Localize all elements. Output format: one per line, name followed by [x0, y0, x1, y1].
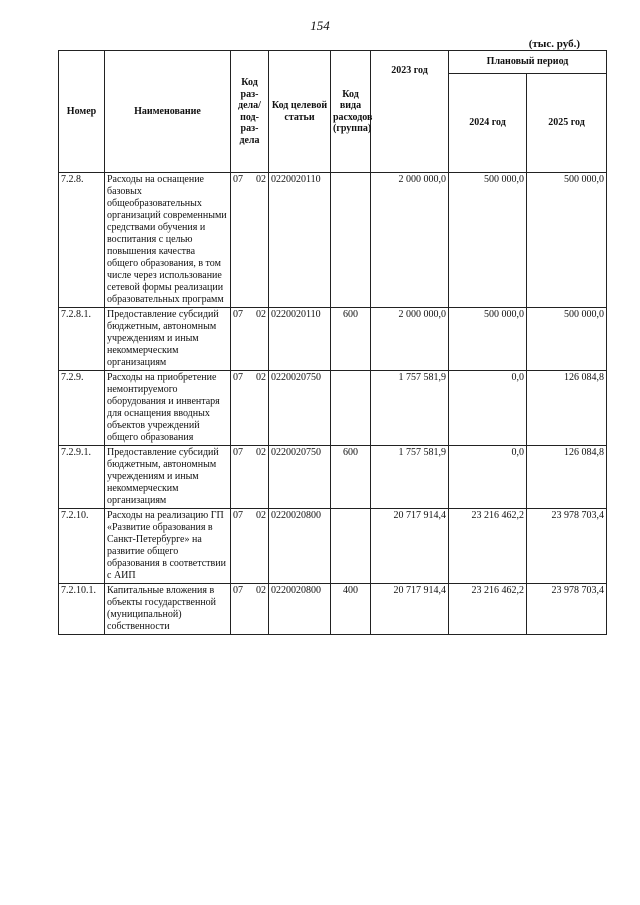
header-number: Номер — [59, 51, 105, 173]
units-label: (тыс. руб.) — [528, 38, 580, 50]
row-subsection-code: 02 — [256, 510, 266, 521]
row-target-code: 0220020750 — [269, 371, 331, 446]
row-expense-type: 600 — [331, 446, 371, 509]
row-2024: 500 000,0 — [449, 173, 527, 308]
table-row — [59, 173, 607, 308]
row-target-code: 0220020110 — [269, 173, 331, 308]
row-name: Предоставление субсидий бюджетным, автономным учреждениям и иным некоммерческим организациям — [105, 446, 231, 509]
header-name: Наименование — [105, 51, 231, 173]
row-2025: 23 978 703,4 — [527, 509, 607, 584]
row-name: Расходы на приобретение немонтируемого оборудования и инвентаря для оснащения вводных объектов учреждений общего образования — [105, 371, 231, 446]
row-2024: 23 216 462,2 — [449, 584, 527, 635]
header-2024: 2024 год — [449, 74, 527, 173]
row-subsection-code: 02 — [256, 585, 266, 596]
row-target-code: 0220020750 — [269, 446, 331, 509]
row-section-code: 07 — [233, 174, 243, 185]
row-name: Расходы на реализацию ГП «Развитие образования в Санкт-Петербурге» на развитие общего образования в соответствии с АИП — [105, 509, 231, 584]
row-2023: 2 000 000,0 — [371, 308, 449, 371]
table-row — [59, 446, 607, 509]
row-name: Капитальные вложения в объекты государственной (муниципальной) собственности — [105, 584, 231, 635]
row-2024: 0,0 — [449, 371, 527, 446]
row-target-code: 0220020800 — [269, 584, 331, 635]
row-name: Предоставление субсидий бюджетным, автономным учреждениям и иным некоммерческим организациям — [105, 308, 231, 371]
row-section-code: 07 — [233, 372, 243, 383]
table-row — [59, 584, 607, 635]
row-section — [231, 446, 269, 509]
row-section-code: 07 — [233, 510, 243, 521]
table-row — [59, 509, 607, 584]
row-2023: 20 717 914,4 — [371, 584, 449, 635]
header-section: Код раз-дела/ под-раз-дела — [231, 51, 269, 173]
row-number: 7.2.8.1. — [59, 308, 105, 371]
row-number: 7.2.10.1. — [59, 584, 105, 635]
row-target-code: 0220020800 — [269, 509, 331, 584]
row-number: 7.2.9.1. — [59, 446, 105, 509]
row-subsection-code: 02 — [256, 372, 266, 383]
row-2025: 126 084,8 — [527, 446, 607, 509]
row-2025: 500 000,0 — [527, 173, 607, 308]
header-2023: 2023 год — [371, 51, 449, 173]
table-row — [59, 308, 607, 371]
row-2023: 1 757 581,9 — [371, 446, 449, 509]
row-section — [231, 509, 269, 584]
row-subsection-code: 02 — [256, 447, 266, 458]
row-section-code: 07 — [233, 309, 243, 320]
row-target-code: 0220020110 — [269, 308, 331, 371]
row-number: 7.2.9. — [59, 371, 105, 446]
row-expense-type: 600 — [331, 308, 371, 371]
row-number: 7.2.8. — [59, 173, 105, 308]
row-2023: 1 757 581,9 — [371, 371, 449, 446]
row-expense-type — [331, 509, 371, 584]
row-2024: 23 216 462,2 — [449, 509, 527, 584]
header-expense-type: Код вида расходов (группа) — [331, 51, 371, 173]
row-expense-type — [331, 371, 371, 446]
row-2023: 20 717 914,4 — [371, 509, 449, 584]
header-planning-period: Плановый период — [449, 51, 607, 74]
row-2023: 2 000 000,0 — [371, 173, 449, 308]
budget-table — [58, 50, 607, 635]
row-section — [231, 173, 269, 308]
row-2025: 500 000,0 — [527, 308, 607, 371]
table-row — [59, 371, 607, 446]
row-name: Расходы на оснащение базовых общеобразовательных организаций современными средствами обучения и воспитания с целью повышения качества общего образования, в том числе через использование сетевой формы реализации образовательных программ — [105, 173, 231, 308]
header-target: Код целевой статьи — [269, 51, 331, 173]
row-2025: 126 084,8 — [527, 371, 607, 446]
row-2024: 0,0 — [449, 446, 527, 509]
row-section-code: 07 — [233, 447, 243, 458]
row-section — [231, 308, 269, 371]
row-subsection-code: 02 — [256, 174, 266, 185]
row-number: 7.2.10. — [59, 509, 105, 584]
row-section — [231, 584, 269, 635]
page-number: 154 — [310, 18, 330, 33]
row-2024: 500 000,0 — [449, 308, 527, 371]
row-section — [231, 371, 269, 446]
header-2025: 2025 год — [527, 74, 607, 173]
row-subsection-code: 02 — [256, 309, 266, 320]
row-2025: 23 978 703,4 — [527, 584, 607, 635]
row-expense-type: 400 — [331, 584, 371, 635]
row-section-code: 07 — [233, 585, 243, 596]
row-expense-type — [331, 173, 371, 308]
